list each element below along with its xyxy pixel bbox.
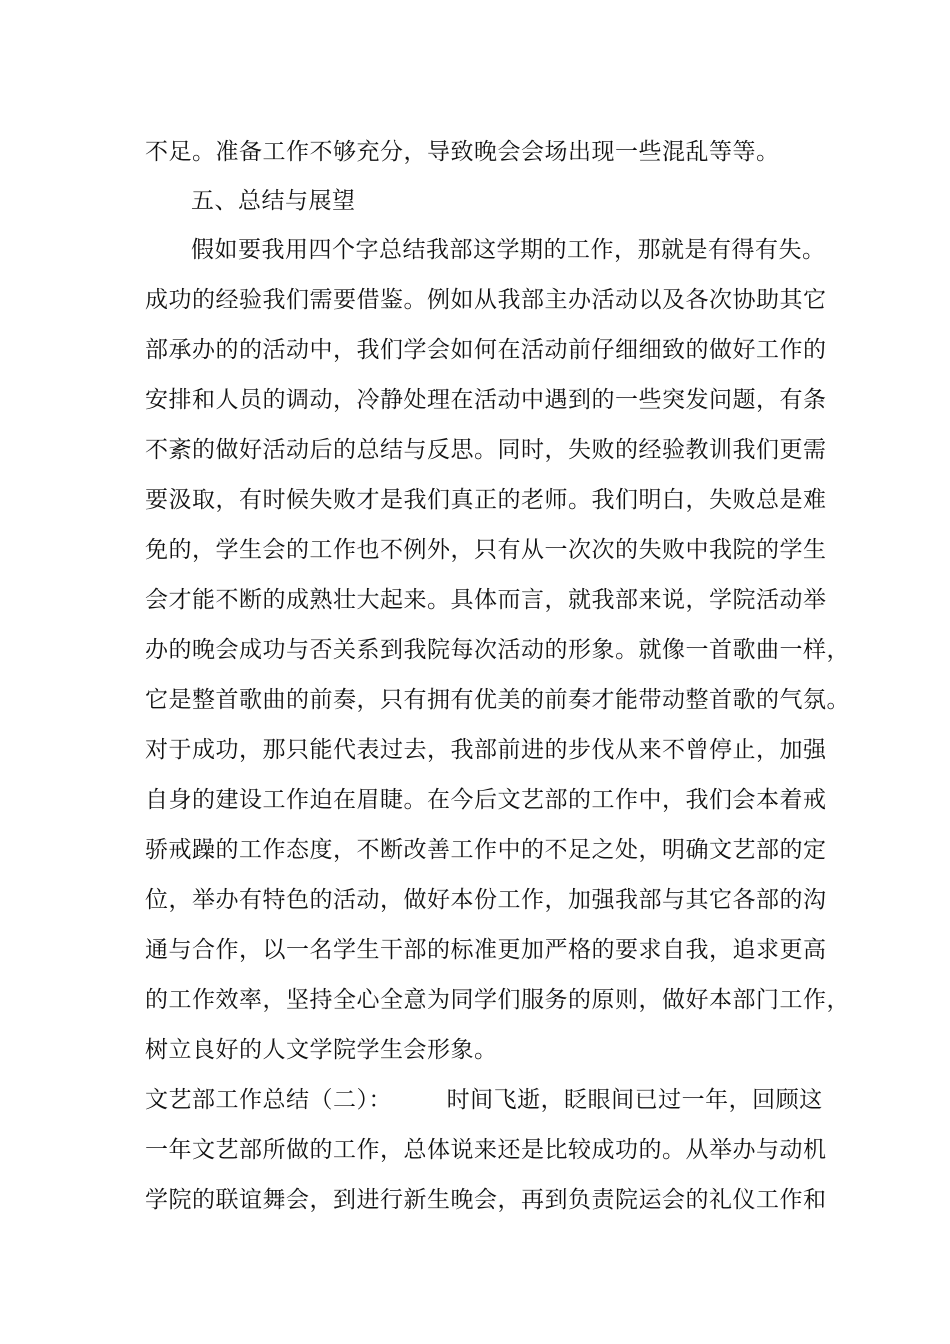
text-line: 要汲取，有时候失败才是我们真正的老师。我们明白，失败总是难 xyxy=(145,487,827,513)
text-line: 不紊的做好活动后的总结与反思。同时，失败的经验教训我们更需 xyxy=(145,437,827,463)
text-line: 自身的建设工作迫在眉睫。在今后文艺部的工作中，我们会本着戒 xyxy=(145,787,827,813)
text-line: 会才能不断的成熟壮大起来。具体而言，就我部来说，学院活动举 xyxy=(145,587,827,613)
text-line: 免的，学生会的工作也不例外，只有从一次次的失败中我院的学生 xyxy=(145,537,827,563)
text-line: 部承办的的活动中，我们学会如何在活动前仔细细致的做好工作的 xyxy=(145,337,827,363)
text-line: 成功的经验我们需要借鉴。例如从我部主办活动以及各次协助其它 xyxy=(145,287,827,313)
text-line: 对于成功，那只能代表过去，我部前进的步伐从来不曾停止，加强 xyxy=(145,737,827,763)
text-line: 办的晚会成功与否关系到我院每次活动的形象。就像一首歌曲一样， xyxy=(145,637,850,663)
text-line: 一年文艺部所做的工作，总体说来还是比较成功的。从举办与动机 xyxy=(145,1137,827,1163)
text-line: 的工作效率，坚持全心全意为同学们服务的原则，做好本部门工作， xyxy=(145,987,850,1013)
text-line: 树立良好的人文学院学生会形象。 xyxy=(145,1037,498,1063)
text-line: 假如要我用四个字总结我部这学期的工作，那就是有得有失。 xyxy=(191,237,826,263)
text-line: 学院的联谊舞会，到进行新生晚会，再到负责院运会的礼仪工作和 xyxy=(145,1187,827,1213)
text-line: 不足。准备工作不够充分，导致晚会会场出现一些混乱等等。 xyxy=(145,139,780,165)
section-heading: 五、总结与展望 xyxy=(191,188,356,214)
text-line: 通与合作，以一名学生干部的标准更加严格的要求自我，追求更高 xyxy=(145,937,827,963)
text-line: 位，举办有特色的活动，做好本份工作，加强我部与其它各部的沟 xyxy=(145,887,827,913)
text-line: 安排和人员的调动，冷静处理在活动中遇到的一些突发问题，有条 xyxy=(145,387,827,413)
text-line: 它是整首歌曲的前奏，只有拥有优美的前奏才能带动整首歌的气氛。 xyxy=(145,687,850,713)
section-title-line: 文艺部工作总结（二）： 时间飞逝，眨眼间已过一年，回顾这 xyxy=(145,1087,823,1113)
text-line: 骄戒躁的工作态度，不断改善工作中的不足之处，明确文艺部的定 xyxy=(145,837,827,863)
